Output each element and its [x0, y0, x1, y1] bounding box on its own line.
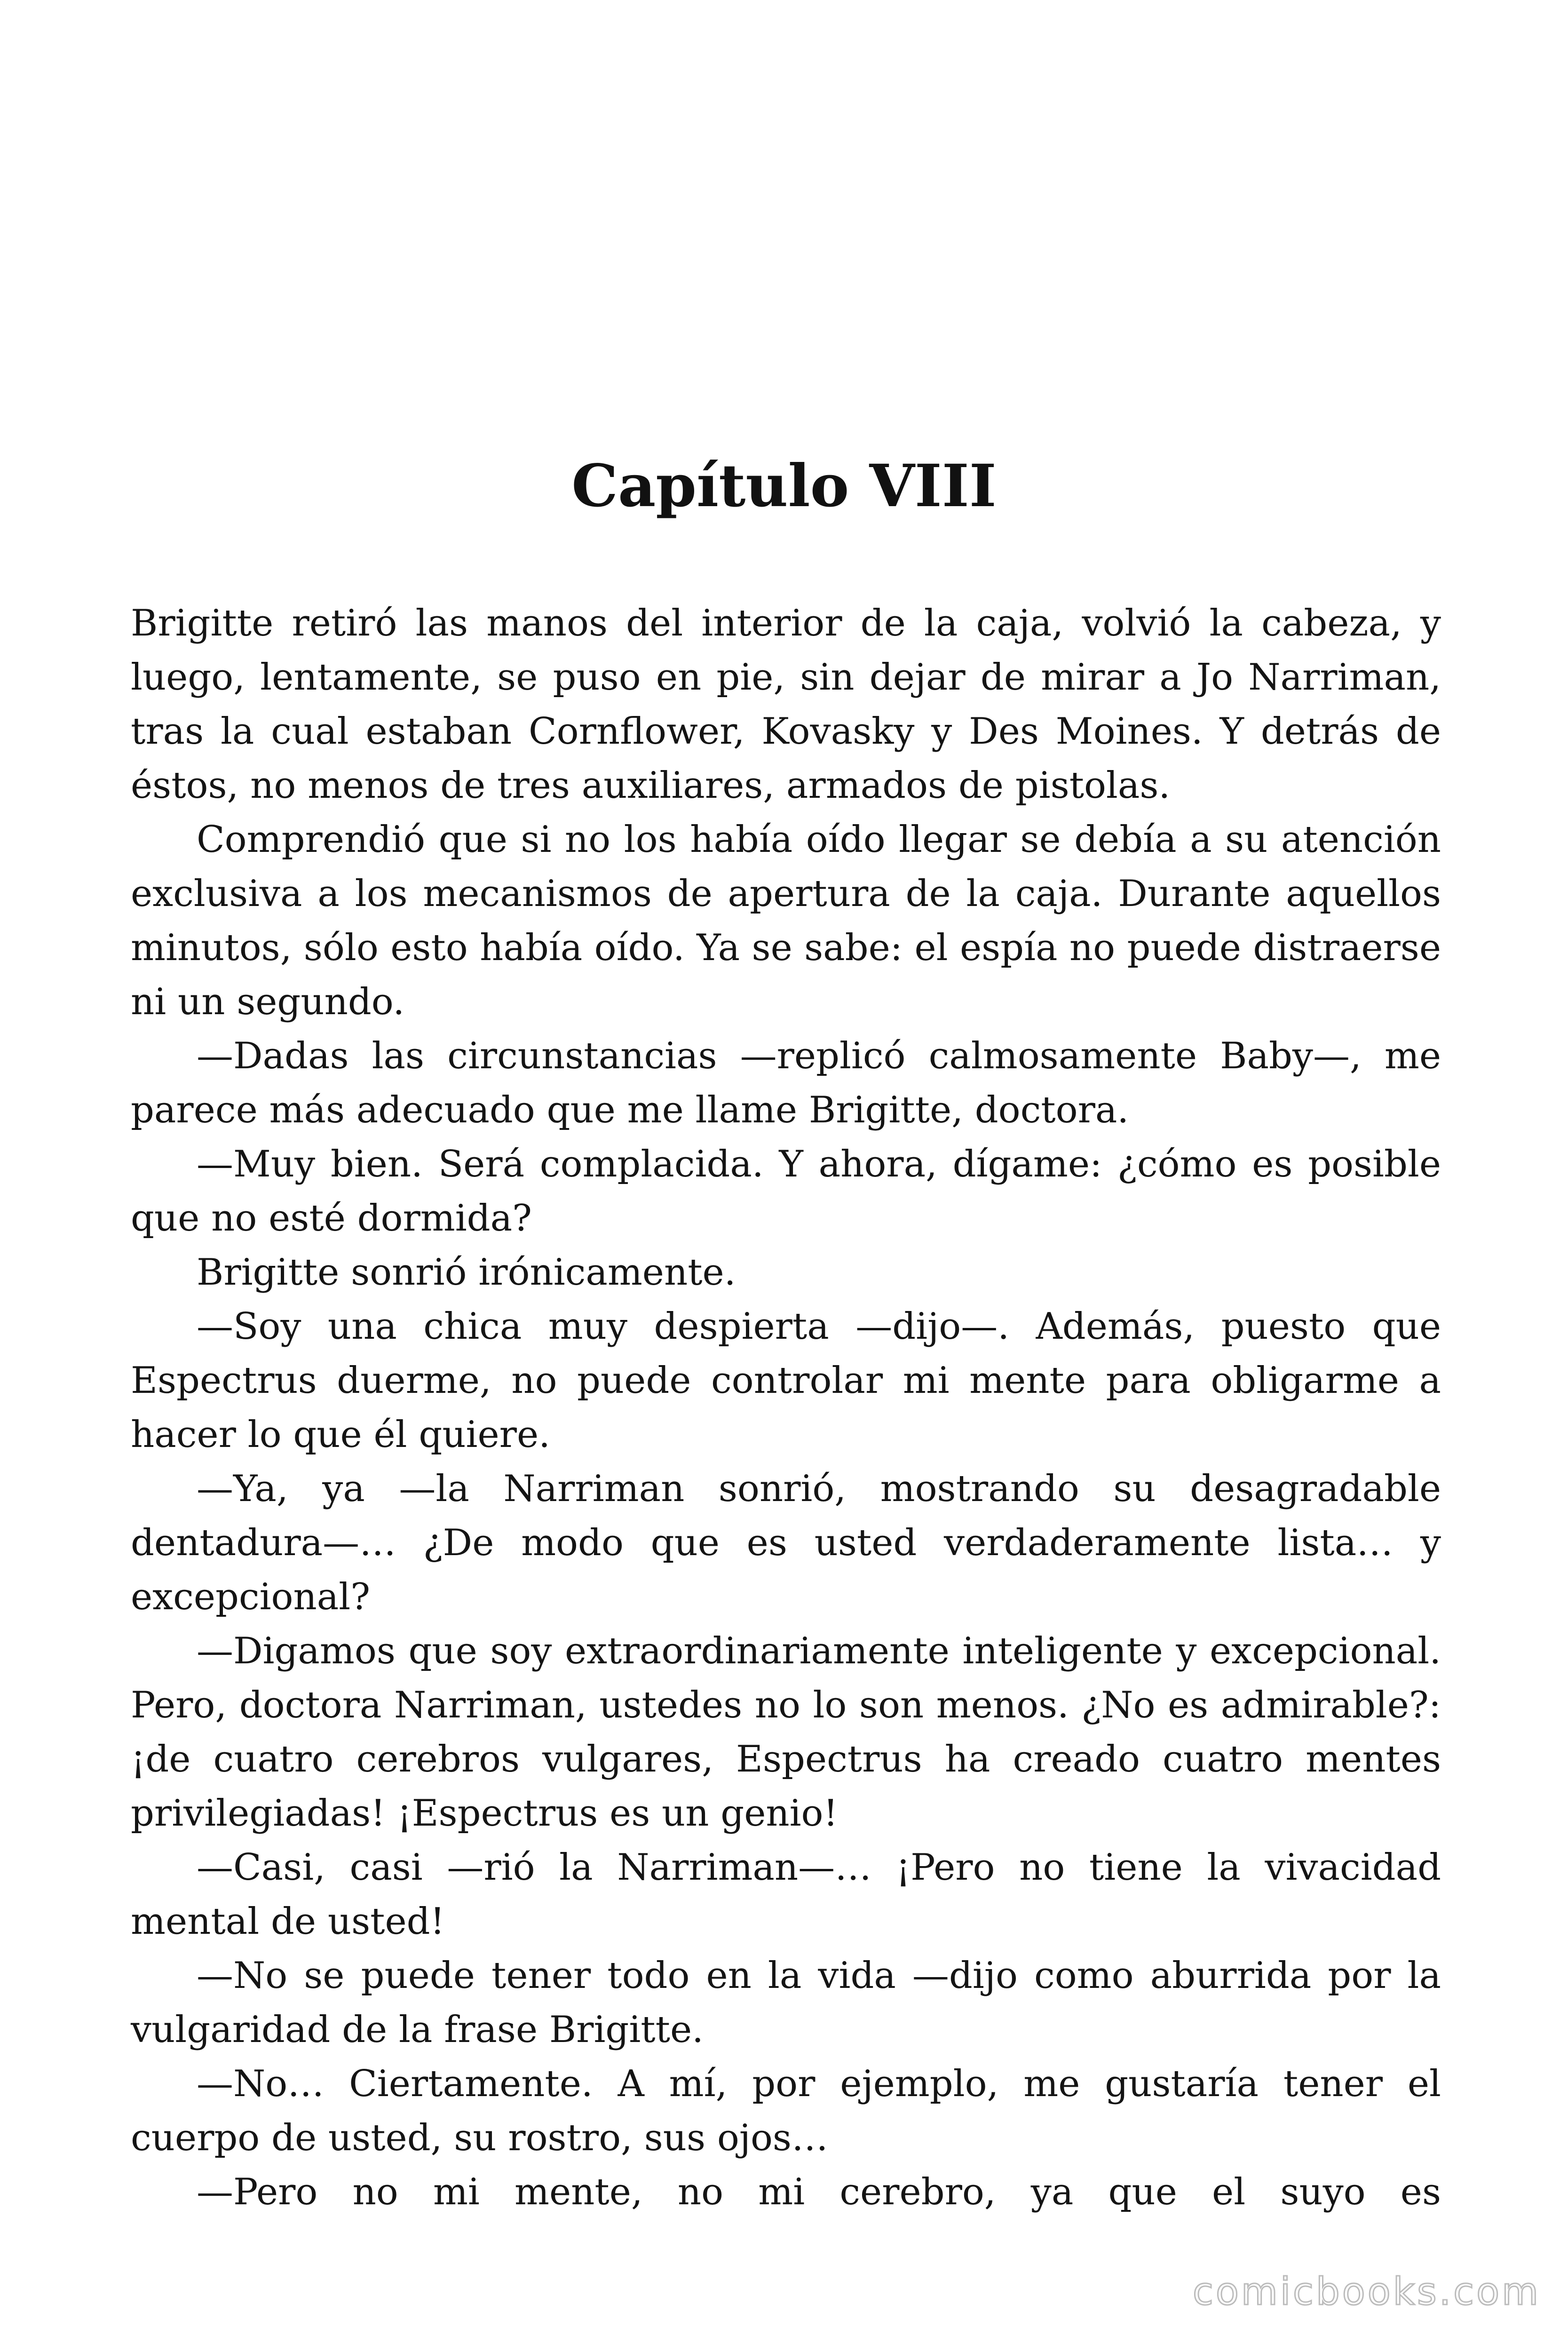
paragraph: —No… Ciertamente. A mí, por ejemplo, me gustaría tener el cuerpo de usted, su rostro, sus ojos… [131, 2063, 1441, 2159]
paragraph: —Dadas las circunstancias —replicó calmosamente Baby—, me parece más adecuado que me llame Brigitte, doctora. [131, 1035, 1441, 1131]
chapter-title: Capítulo VIII [571, 452, 997, 520]
paragraph: —Soy una chica muy despierta —dijo—. Además, puesto que Espectrus duerme, no puede controlar mi mente para obligarme a hacer lo que él quiere. [131, 1305, 1441, 1456]
paragraph: Brigitte retiró las manos del interior de la caja, volvió la cabeza, y luego, lentamente, se puso en pie, sin dejar de mirar a Jo Narriman, tras la cual estaban Cornflower, Kovasky y Des Moines. Y detrás de éstos, no menos de tres auxiliares, armados de pistolas. [131, 602, 1441, 807]
chapter-body [131, 596, 1441, 2219]
paragraph: —Muy bien. Será complacida. Y ahora, dígame: ¿cómo es posible que no esté dormida? [131, 1143, 1441, 1240]
watermark: comicbooks.com [1192, 2270, 1541, 2313]
paragraph: Brigitte sonrió irónicamente. [197, 1251, 736, 1294]
paragraph: —Pero no mi mente, no mi cerebro, ya que el suyo es [197, 2171, 1441, 2213]
paragraph: —Digamos que soy extraordinariamente inteligente y excepcional. Pero, doctora Narriman, ustedes no lo son menos. ¿No es admirable?: ¡de cuatro cerebros vulgares, Espectrus ha creado cuatro mentes privilegiadas! ¡Espectrus es un genio! [131, 1630, 1441, 1835]
paragraph: —Ya, ya —la Narriman sonrió, mostrando su desagradable dentadura—… ¿De modo que es usted verdaderamente lista… y excepcional? [131, 1468, 1441, 1618]
paragraph: —Casi, casi —rió la Narriman—… ¡Pero no tiene la vivacidad mental de usted! [131, 1846, 1441, 1943]
paragraph: Comprendió que si no los había oído llegar se debía a su atención exclusiva a los mecanismos de apertura de la caja. Durante aquellos minutos, sólo esto había oído. Ya se sabe: el espía no puede distraerse ni un segundo. [131, 818, 1441, 1023]
paragraph: —No se puede tener todo en la vida —dijo como aburrida por la vulgaridad de la frase Brigitte. [131, 1955, 1441, 2051]
